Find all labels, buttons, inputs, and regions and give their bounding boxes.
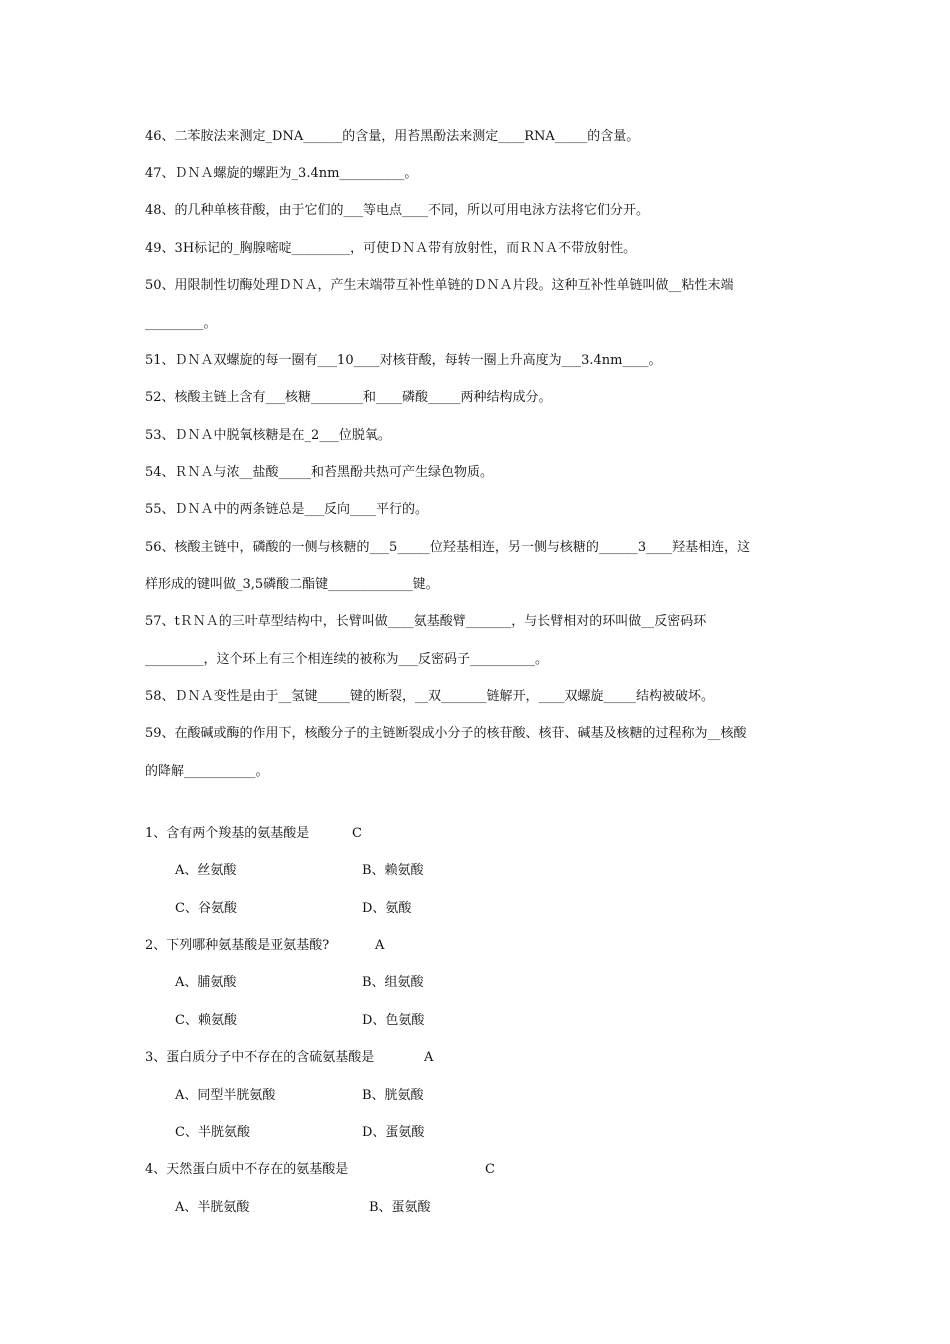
- question-2-option-a: A、脯氨酸: [175, 975, 237, 990]
- question-2-option-c: C、赖氨酸: [175, 1013, 237, 1028]
- fill-blank-55: 55、ＤＮＡ中的两条链总是___反向____平行的。: [145, 502, 429, 517]
- fill-blank-46: 46、二苯胺法来测定_DNA______的含量，用苔黑酚法来测定____RNA_____的含量。: [145, 129, 640, 144]
- fill-blank-58: 58、ＤＮＡ变性是由于__氢键_____键的断裂，__双_______链解开，____双螺旋_____结构被破坏。: [145, 689, 715, 704]
- question-2-option-b: B、组氨酸: [362, 975, 424, 990]
- fill-blank-49: 49、3H标记的_胸腺嘧啶_________，可使ＤＮＡ带有放射性，而ＲＮＡ不带放射性。: [145, 241, 637, 256]
- fill-blank-56: 56、核酸主链中，磷酸的一侧与核糖的___5_____位羟基相连，另一侧与核糖的______3____羟基相连，这: [145, 540, 751, 555]
- question-2-stem: 2、下列哪种氨基酸是亚氨基酸?: [145, 938, 330, 953]
- fill-blank-51: 51、ＤＮＡ双螺旋的每一圈有___10____对核苷酸，每转一圈上升高度为___3.4nm____。: [145, 353, 662, 368]
- fill-blank-53: 53、ＤＮＡ中脱氧核糖是在_2___位脱氧。: [145, 428, 391, 443]
- question-1-option-a: A、丝氨酸: [175, 863, 237, 878]
- question-3-option-d: D、蛋氨酸: [362, 1125, 425, 1140]
- question-2-answer: A: [375, 938, 385, 953]
- question-3-stem: 3、蛋白质分子中不存在的含硫氨基酸是: [145, 1050, 375, 1065]
- question-1-answer: C: [352, 826, 362, 841]
- fill-blank-47: 47、ＤＮＡ螺旋的螺距为_3.4nm__________。: [145, 166, 418, 181]
- fill-blank-57: 57、tＲＮＡ的三叶草型结构中，长臂叫做____氨基酸臂_______，与长臂相对的环叫做__反密码环: [145, 614, 707, 629]
- question-3-option-c: C、半胱氨酸: [175, 1125, 250, 1140]
- question-4-stem: 4、天然蛋白质中不存在的氨基酸是: [145, 1162, 349, 1177]
- question-2-option-d: D、色氨酸: [362, 1013, 425, 1028]
- question-4-option-a: A、半胱氨酸: [175, 1200, 250, 1215]
- question-1-option-b: B、赖氨酸: [362, 863, 424, 878]
- fill-blank-56-cont: 样形成的键叫做_3,5磷酸二酯键_____________键。: [145, 577, 439, 592]
- question-3-answer: A: [424, 1050, 434, 1065]
- question-1-option-d: D、氨酸: [362, 901, 412, 916]
- question-4-answer: C: [485, 1162, 495, 1177]
- question-3-option-a: A、同型半胱氨酸: [175, 1088, 276, 1103]
- fill-blank-50: 50、用限制性切酶处理ＤＮＡ，产生末端带互补性单链的ＤＮＡ片段。这种互补性单链叫做__粘性末端: [145, 278, 734, 293]
- fill-blank-59-cont: 的降解___________。: [145, 764, 269, 779]
- fill-blank-48: 48、的几种单核苷酸，由于它们的___等电点____不同，所以可用电泳方法将它们分开。: [145, 203, 650, 218]
- fill-blank-52: 52、核酸主链上含有___核糖________和____磷酸_____两种结构成分。: [145, 390, 552, 405]
- fill-blank-50-cont: _________。: [145, 316, 217, 331]
- fill-blank-54: 54、ＲＮＡ与浓__盐酸_____和苔黑酚共热可产生绿色物质。: [145, 465, 494, 480]
- fill-blank-57-cont: _________，这个环上有三个相连续的被称为___反密码子__________。: [145, 652, 549, 667]
- question-1-option-c: C、谷氨酸: [175, 901, 237, 916]
- question-1-stem: 1、含有两个羧基的氨基酸是: [145, 826, 310, 841]
- fill-blank-59: 59、在酸碱或酶的作用下，核酸分子的主链断裂成小分子的核苷酸、核苷、碱基及核糖的过程称为__核酸: [145, 726, 747, 741]
- question-3-option-b: B、胱氨酸: [362, 1088, 424, 1103]
- question-4-option-b: B、蛋氨酸: [369, 1200, 431, 1215]
